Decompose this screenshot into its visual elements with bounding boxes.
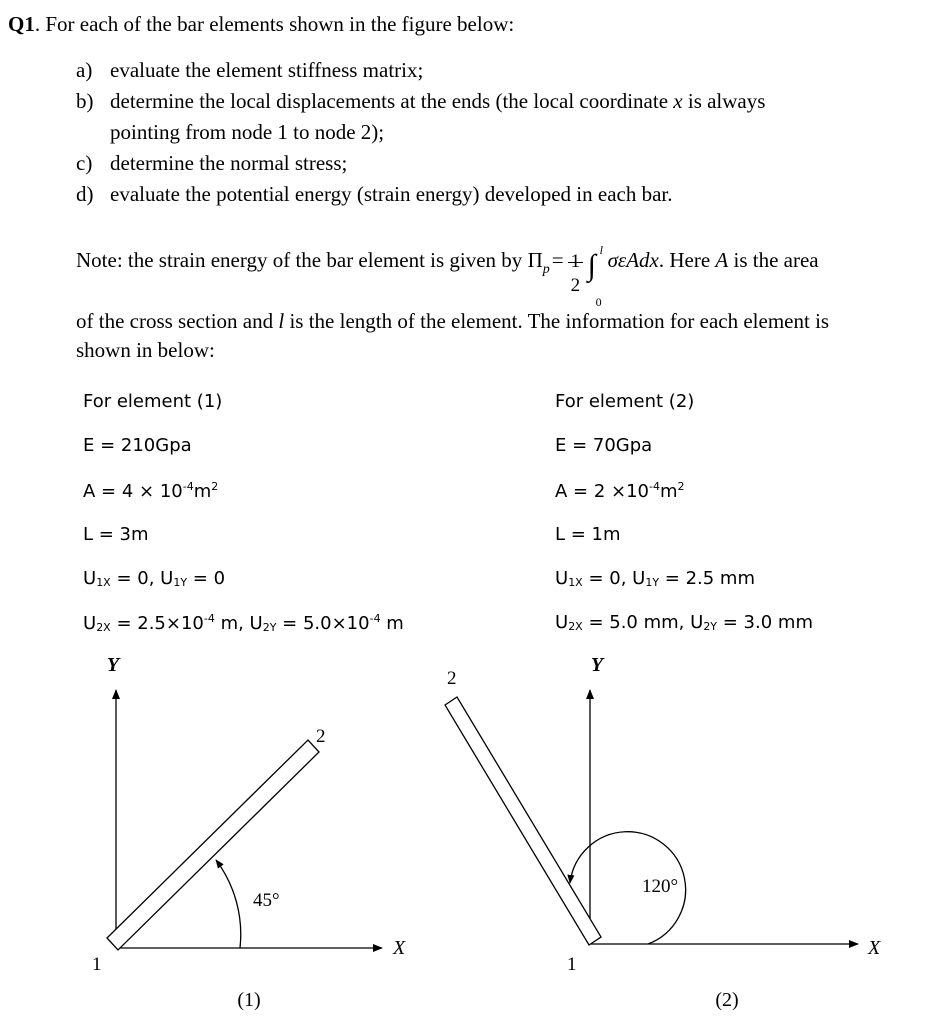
y-axis-label: Y — [590, 654, 604, 676]
element2-modulus: E = 70Gpa — [555, 435, 653, 456]
figure-2 — [445, 654, 881, 1011]
angle-arc — [216, 860, 241, 948]
angle-label: 45° — [253, 890, 280, 911]
element1-node1-displacement: $U_{1X} = 0$, $U_{1Y} = 0$ — [83, 568, 226, 589]
x-axis-label: X — [868, 937, 881, 959]
element1-title: For element (1) — [83, 391, 223, 412]
item-marker: a) — [76, 58, 93, 82]
item-marker: c) — [76, 151, 93, 175]
bar-element-1 — [107, 740, 319, 950]
variable-x: x — [673, 89, 683, 113]
note-line-1: Note: the strain energy of the bar element is given by $\Pi_p=$ 1 2 ∫ l 0 σεAdx. Here A is the area — [76, 236, 819, 284]
item-text: evaluate the potential energy (strain energy) developed in each bar. — [110, 182, 673, 206]
item-text-continuation: pointing from node 1 to node 2); — [110, 120, 385, 144]
node-label-1: 1 — [92, 954, 102, 975]
pi-subscript: p — [542, 262, 550, 277]
node-label-2: 2 — [447, 668, 457, 689]
angle-label: 120° — [642, 876, 679, 897]
item-text: determine the local displacements at the ends (the local coordinate x is always — [110, 89, 766, 113]
figure-caption: (1) — [237, 989, 261, 1011]
pi-symbol: Π — [527, 248, 543, 272]
note-line-2: of the cross section and l is the length of the element. The information for each element is — [76, 309, 830, 333]
element2-length: L = 1m — [555, 524, 621, 545]
element2-node2-displacement: $U_{2X} = 5.0$ mm, $U_{2Y} = 3.0$ mm — [555, 612, 813, 633]
node-label-1: 1 — [567, 954, 577, 975]
element1-length: L = 3m — [83, 524, 149, 545]
element1-area: $A = 4 \times 10^{-4}m^2$ — [83, 480, 219, 502]
item-text: evaluate the element stiffness matrix; — [110, 58, 424, 82]
element2-title: For element (2) — [555, 391, 695, 412]
node-label-2: 2 — [316, 726, 326, 747]
integral: ∫ l 0 — [587, 243, 603, 310]
x-axis-label: X — [393, 937, 406, 959]
note-line-3: shown in below: — [76, 338, 215, 362]
item-marker: d) — [76, 182, 94, 206]
question-number: Q1 — [8, 12, 35, 36]
element1-node2-displacement: $U_{2X} = 2.5\times 10^{-4}$ m, $U_{2Y} = 5.0\times 10^{-4}$ m — [83, 612, 404, 634]
figure-1 — [92, 654, 406, 1011]
bar-element-2 — [445, 697, 601, 945]
question-intro: . For each of the bar elements shown in the figure below: — [34, 12, 515, 36]
item-text: determine the normal stress; — [110, 151, 348, 175]
fraction: 1 2 — [568, 240, 584, 284]
element2-area: $A = 2 \times 10^{-4}m^2$ — [555, 480, 685, 502]
item-marker: b) — [76, 89, 94, 113]
element2-node1-displacement: $U_{1X} = 0$, $U_{1Y} = 2.5$ mm — [555, 568, 756, 589]
y-axis-label: Y — [106, 654, 120, 676]
element1-modulus: E = 210Gpa — [83, 435, 192, 456]
figure-caption: (2) — [715, 989, 739, 1011]
integrand: σεAdx — [607, 248, 659, 272]
